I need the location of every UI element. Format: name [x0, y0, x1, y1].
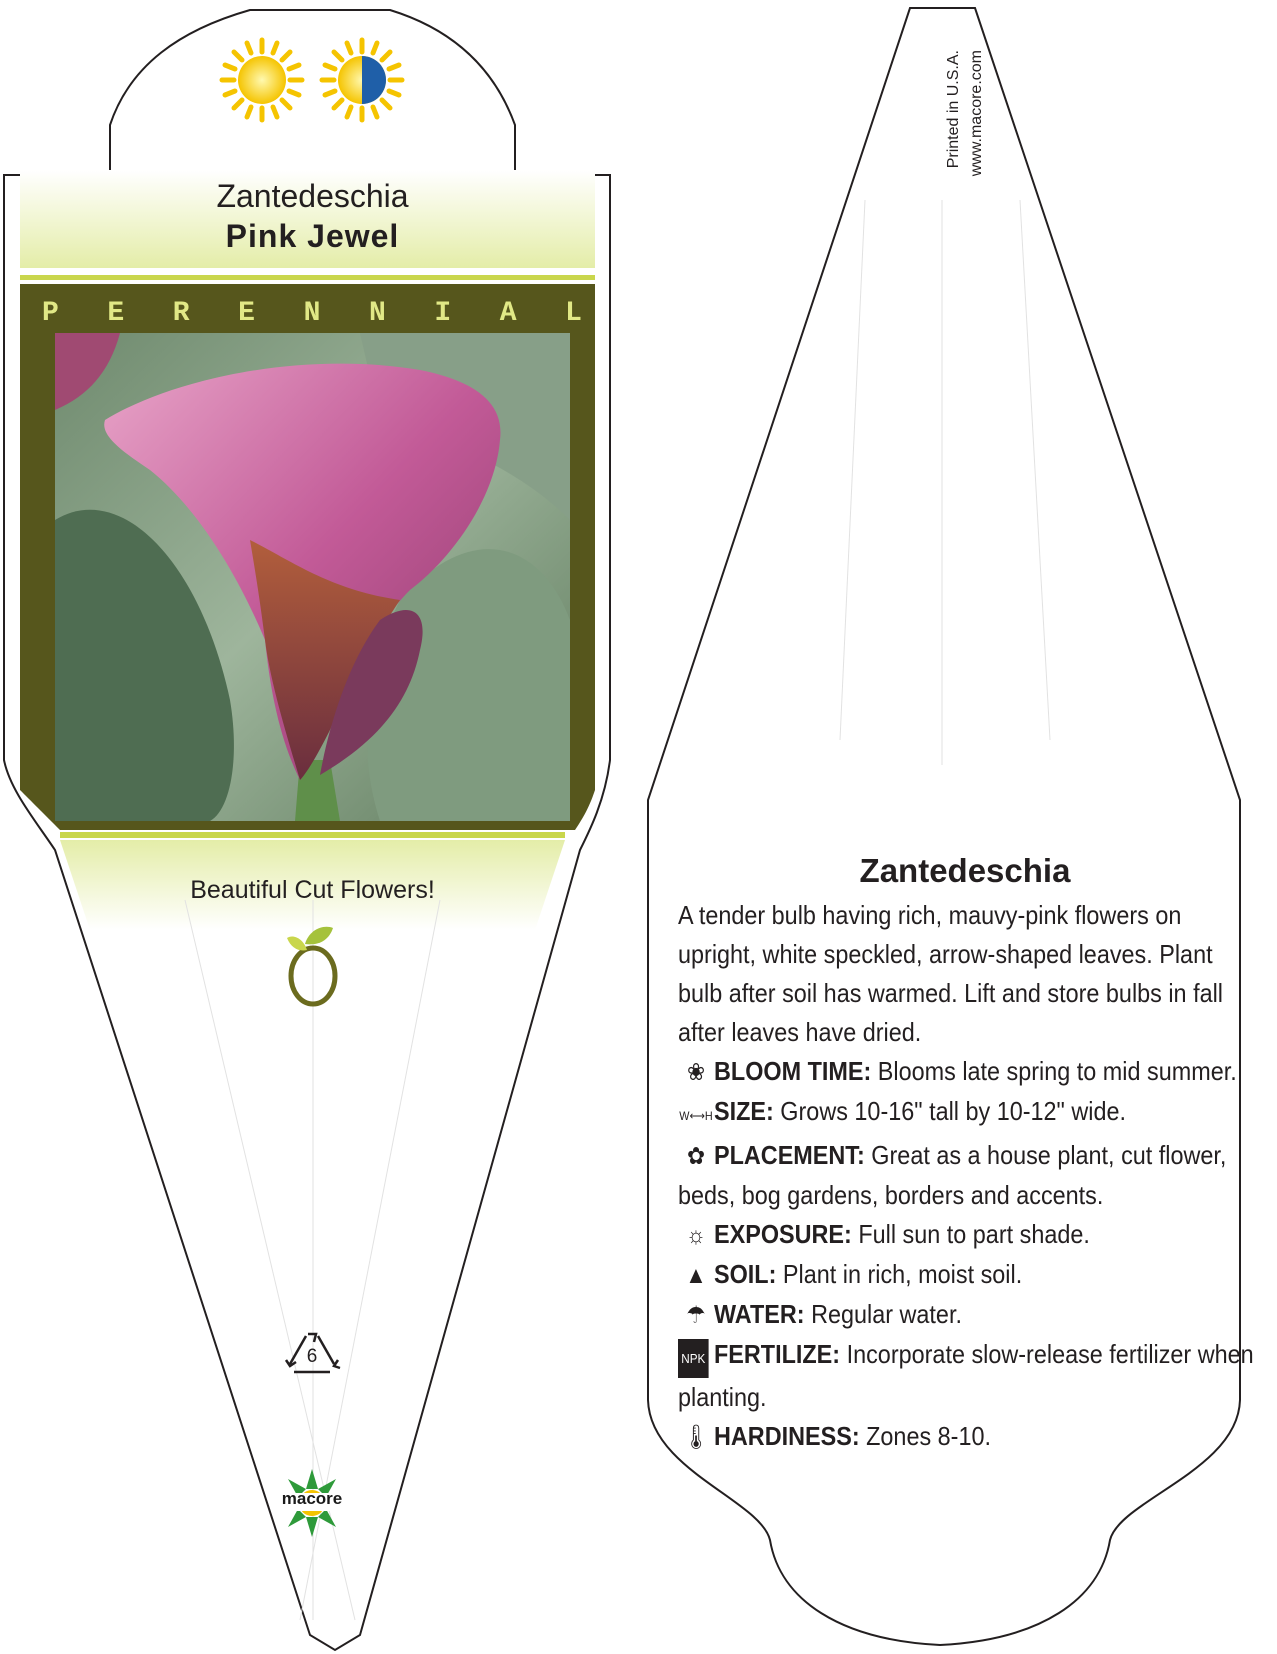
- size-icon-w: W: [679, 1109, 690, 1123]
- placement-value: Great as a house plant, cut flower, beds, bog gardens, borders and accents.: [678, 1140, 1227, 1210]
- size-label: SIZE:: [714, 1096, 774, 1126]
- tagline: Beautiful Cut Flowers!: [190, 876, 435, 904]
- exposure-value: Full sun to part shade.: [851, 1219, 1090, 1249]
- plant-description: [678, 896, 1263, 1457]
- plant-genus: Zantedeschia: [216, 178, 409, 214]
- full-sun-icon: [222, 40, 302, 120]
- size-value: Grows 10-16" tall by 10-12" wide.: [773, 1096, 1126, 1126]
- bloom-time-value: Blooms late spring to mid summer.: [871, 1056, 1237, 1086]
- fertilize-row: [678, 1335, 1263, 1417]
- placement-icon: ✿: [686, 1143, 706, 1170]
- hardiness-value: Zones 8-10.: [859, 1421, 992, 1451]
- water-value: Regular water.: [804, 1299, 962, 1329]
- soil-icon: ▲: [685, 1262, 707, 1289]
- size-icon-h: H: [704, 1109, 713, 1123]
- brand-name: macore: [281, 1489, 343, 1508]
- soil-value: Plant in rich, moist soil.: [776, 1259, 1023, 1289]
- hardiness-row: [678, 1417, 1263, 1457]
- soil-row: [678, 1255, 1263, 1295]
- soil-label: SOIL:: [714, 1259, 777, 1289]
- flower-photo: [55, 333, 570, 821]
- category-letter: N: [368, 298, 386, 329]
- recycle-number: 6: [306, 1346, 318, 1367]
- back-title: Zantedeschia: [859, 852, 1071, 889]
- watering-can-icon: ☂: [686, 1302, 706, 1329]
- category-letter: L: [565, 298, 582, 329]
- plant-cultivar: Pink Jewel: [225, 218, 400, 254]
- category-letter: N: [303, 298, 321, 329]
- exposure-label: EXPOSURE:: [714, 1219, 852, 1249]
- fertilize-label: FERTILIZE:: [714, 1339, 841, 1369]
- exposure-row: [678, 1215, 1263, 1255]
- website: www.macore.com: [968, 50, 985, 177]
- placement-row: [678, 1136, 1263, 1215]
- sun-icon: ☼: [686, 1222, 706, 1249]
- thermometer-icon: 🌡: [682, 1424, 710, 1451]
- npk-icon: NPK: [678, 1339, 709, 1378]
- printed-in: Printed in U.S.A.: [945, 50, 962, 169]
- water-row: [678, 1295, 1263, 1335]
- category-letter: A: [499, 298, 517, 329]
- description-text: A tender bulb having rich, mauvy-pink flowers on upright, white speckled, arrow-shaped leaves. Plant bulb after soil has warmed. Lift and store bulbs in fall after leaves have dried.: [678, 900, 1223, 1047]
- bloom-time-label: BLOOM TIME:: [714, 1056, 872, 1086]
- placement-label: PLACEMENT:: [714, 1140, 865, 1170]
- hardiness-label: HARDINESS:: [714, 1421, 860, 1451]
- category-letter: P: [42, 298, 59, 329]
- size-row: [678, 1092, 1263, 1136]
- part-shade-icon: [322, 40, 402, 120]
- bloom-time-row: [678, 1052, 1263, 1092]
- category-letter: R: [172, 298, 190, 329]
- flower-icon: ❀: [686, 1059, 706, 1086]
- size-arrows-icon: W⟷H: [679, 1109, 713, 1123]
- category-letter: E: [107, 298, 125, 329]
- category-label: [42, 298, 582, 329]
- fertilize-value: Incorporate slow-release fertilizer when planting.: [678, 1339, 1254, 1412]
- category-letter: I: [434, 298, 452, 329]
- category-letter: E: [238, 298, 255, 329]
- water-label: WATER:: [714, 1299, 805, 1329]
